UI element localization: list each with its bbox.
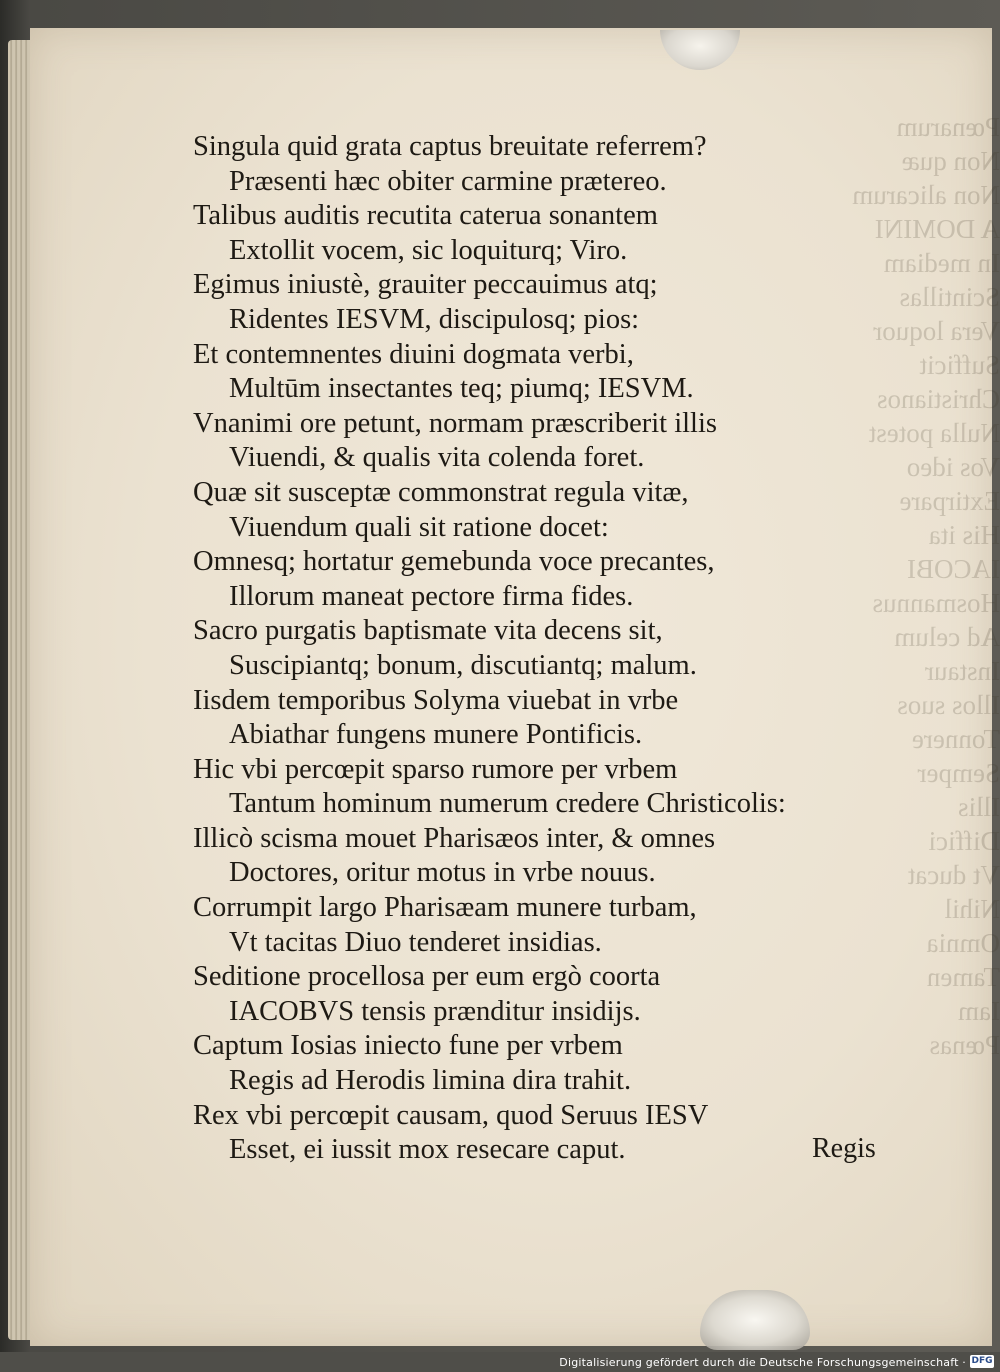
verse-line: Corrumpit largo Pharisæam munere turbam,: [193, 892, 697, 924]
verse-line: Vnanimi ore petunt, normam præscriberit illis: [193, 407, 717, 439]
verse-line: Multūm insectantes teq; piumq; IESVM.: [229, 373, 694, 405]
verse-line: Talibus auditis recutita caterua sonantem: [193, 200, 658, 232]
verse-line: Regis ad Herodis limina dira trahit.: [229, 1065, 632, 1097]
verse-line: Omnesq; hortatur gemebunda voce precantes,: [193, 546, 715, 578]
verse-line: Iisdem temporibus Solyma viuebat in vrbe: [193, 684, 679, 716]
verse-line: Rex vbi percœpit causam, quod Seruus IESV: [193, 1099, 709, 1131]
page-clip-bottom: [700, 1290, 810, 1350]
verse-line: Abiathar fungens munere Pontificis.: [229, 719, 643, 751]
verse-line: Egimus iniustè, grauiter peccauimus atq;: [193, 269, 658, 301]
verse-line: Viuendum quali sit ratione docet:: [229, 511, 609, 543]
verse-line: Tantum hominum numerum credere Christicolis:: [229, 788, 786, 820]
verse-line: Viuendi, & qualis vita colenda foret.: [229, 442, 645, 474]
verse-line: Hic vbi percœpit sparso rumore per vrbem: [193, 753, 678, 785]
verse-line: Singula quid grata captus breuitate referrem?: [193, 131, 707, 162]
verse-line: Et contemnentes diuini dogmata verbi,: [193, 338, 634, 370]
verse-line: Seditione procellosa per eum ergò coorta: [193, 961, 661, 993]
verse-line: Extollit vocem, sic loquiturq; Viro.: [229, 234, 628, 266]
verse-text-block: [193, 130, 833, 1168]
footer-credit: Digitalisierung gefördert durch die Deutsche Forschungsgemeinschaft ·: [559, 1356, 966, 1369]
verse-line: Suscipiantq; bonum, discutiantq; malum.: [229, 649, 697, 681]
catchword: Regis: [812, 1133, 876, 1164]
verse-line: Sacro purgatis baptismate vita decens sit,: [193, 615, 663, 647]
verse-line: Captum Iosias iniecto fune per vrbem: [193, 1030, 623, 1062]
verse-line: Illorum maneat pectore firma fides.: [229, 580, 634, 612]
verse-line: Esset, ei iussit mox resecare caput.: [229, 1134, 626, 1166]
dfg-logo: DFG: [971, 1356, 993, 1366]
verse-line: Doctores, oritur motus in vrbe nouus.: [229, 857, 656, 889]
verse-line: Ridentes IESVM, discipulosq; pios:: [229, 303, 640, 335]
verse-line: Quæ sit susceptæ commonstrat regula vitæ,: [193, 476, 689, 508]
verse-line: IACOBVS tensis prænditur insidijs.: [229, 995, 641, 1027]
reverse-side-bleed-through: Pœnarum Non quæ Non alicarum A DOMINI In mediam Scintillas Vera loquor Sufficit Christianos Nulla potest Vos ideo Extirpare His ita IACOBI Hosmannus Ad celum Instaur Illos suos Tonnere Semper Illis Diffici Vt ducat Nihil Omnia Tamen Iam Pœnas: [852, 112, 1000, 1060]
verse-line: Illicò scisma mouet Pharisæos inter, & omnes: [193, 822, 716, 854]
verse-line: Vt tacitas Diuo tenderet insidias.: [229, 926, 602, 958]
verse-line: Præsenti hæc obiter carmine prætereo.: [229, 165, 667, 197]
